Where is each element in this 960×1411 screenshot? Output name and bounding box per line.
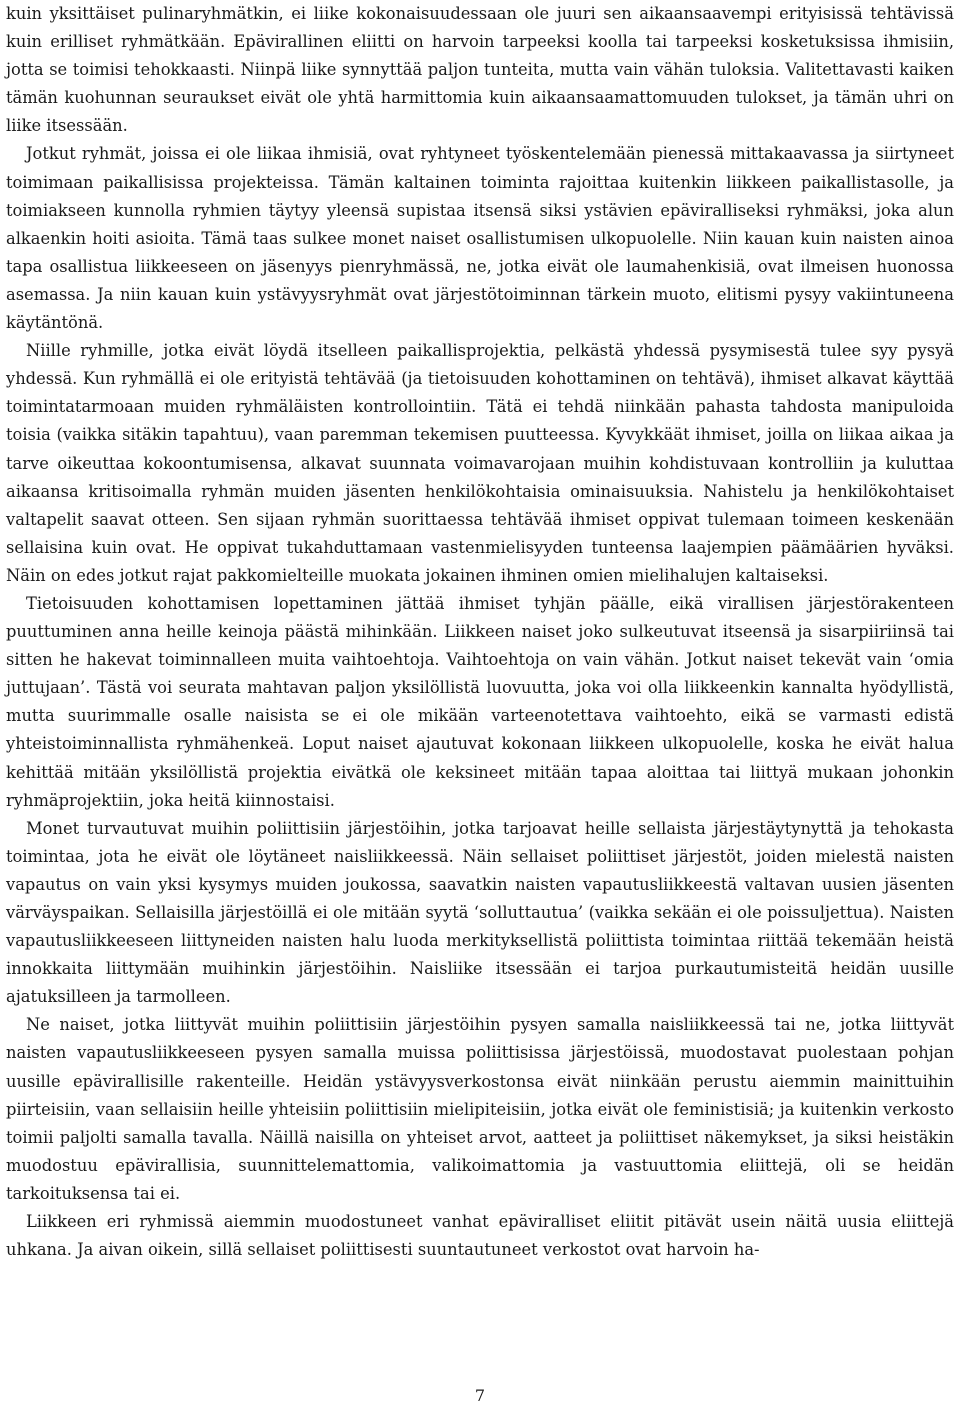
paragraph-5: Monet turvautuvat muihin poliittisiin järjestöihin, jotka tarjoavat heille sellaista järjestäytynyttä ja tehokasta toimintaa, jota he eivät ole löytäneet naisliikkeessä. Näin sellaiset poliittiset järjestöt, joiden mielestä naisten vapautus on vain yksi kysymys muiden joukossa, saavatkin naisten vapautusliikkeestä valtavan uusien jäsenten värväyspaikan. Sellaisilla järjestöillä ei ole mitään syytä ‘solluttautua’ (vaikka sekään ei ole poissuljettua). Naisten vapautusliikkeeseen liittyneiden naisten halu luoda merkityksellistä poliittista toimintaa riittää tekemään heistä innokkaita liittymään muihinkin järjestöihin. Naisliike itsessään ei tarjoa purkautumisteitä heidän uusille ajatuksilleen ja tarmolleen. [6,818,954,1007]
paragraph-7: Liikkeen eri ryhmissä aiemmin muodostuneet vanhat epäviralliset eliitit pitävät usein näitä uusia eliittejä uhkana. Ja aivan oikein, sillä sellaiset poliittisesti suuntautuneet verkostot ovat harvoin ha- [6,1212,954,1260]
paragraph-2: Jotkut ryhmät, joissa ei ole liikaa ihmisiä, ovat ryhtyneet työskentelemään pienessä mittakaavassa ja siirtyneet toimimaan paikallisissa projekteissa. Tämän kaltainen toiminta rajoittaa kuitenkin liikkeen paikallistasolle, ja toimiakseen kunnolla ryhmien täytyy yleensä supistaa itsensä siksi ystävien epäviralliseksi ryhmäksi, joka alun alkaenkin hoiti asioita. Tämä taas sulkee monet naiset osallistumisen ulkopuolelle. Niin kauan kuin naisten ainoa tapa osallistua liikkeeseen on jäsenyys pienryhmässä, ne, jotka eivät ole laumahenkisiä, ovat ilmeisen huonossa asemassa. Ja niin kauan kuin ystävyysryhmät ovat järjestötoiminnan tärkein muoto, elitismi pysyy vakiintuneena käytäntönä. [6,144,954,333]
document-page [6,0,954,1264]
paragraph-1: kuin yksittäiset pulinaryhmätkin, ei liike kokonaisuudessaan ole juuri sen aikaansaavempi erityisissä tehtävissä kuin erilliset ryhmätkään. Epävirallinen eliitti on harvoin tarpeeksi koolla tai tarpeeksi kosketuksissa ihmisiin, jotta se toimisi tehokkaasti. Niinpä liike synnyttää paljon tunteita, mutta vain vähän tuloksia. Valitettavasti kaiken tämän kuohunnan seuraukset eivät ole yhtä harmittomia kuin aikaansaamattomuuden tulokset, ja tämän uhri on liike itsessään. [6,4,954,136]
paragraph-6: Ne naiset, jotka liittyvät muihin poliittisiin järjestöihin pysyen samalla naisliikkeessä tai ne, jotka liittyvät naisten vapautusliikkeeseen pysyen samalla muissa poliittisissa järjestöissä, muodostavat puolestaan pohjan uusille epävirallisille rakenteille. Heidän ystävyysverkostonsa eivät niinkään perustu aiemmin mainittuihin piirteisiin, vaan sellaisiin heille yhteisiin poliittisiin mielipiteisiin, jotka eivät ole feministisiä; ja kuitenkin verkosto toimii paljolti samalla tavalla. Näillä naisilla on yhteiset arvot, aatteet ja poliittiset näkemykset, ja siksi heistäkin muodostuu epävirallisia, suunnittelemattomia, valikoimattomia ja vastuuttomia eliittejä, oli se heidän tarkoituksensa tai ei. [6,1015,954,1203]
paragraph-4: Tietoisuuden kohottamisen lopettaminen jättää ihmiset tyhjän päälle, eikä virallisen järjestörakenteen puuttuminen anna heille keinoja päästä mihinkään. Liikkeen naiset joko sulkeutuvat itseensä ja sisarpiiriinsä tai sitten he hakevat toiminnalleen muita vaihtoehtoja. Vaihtoehtoja on vain vähän. Jotkut naiset tekevät vain ‘omia juttujaan’. Tästä voi seurata mahtavan paljon yksilöllistä luovuutta, joka voi olla liikkeenkin kannalta hyödyllistä, mutta suurimmalle osalle naisista se ei ole mikään varteenotettava vaihtoehto, eikä se varmasti edistä yhteistoiminnallista ryhmähenkeä. Loput naiset ajautuvat kokonaan liikkeen ulkopuolelle, koska he eivät halua kehittää mitään yksilöllistä projektia eivätkä ole keksineet mitään tapaa aloittaa tai liittyä mukaan johonkin ryhmäprojektiin, joka heitä kiinnostaisi. [6,593,954,810]
page-number: 7 [474,1386,486,1405]
paragraph-3: Niille ryhmille, jotka eivät löydä itselleen paikallisprojektia, pelkästä yhdessä pysymisestä tulee syy pysyä yhdessä. Kun ryhmällä ei ole erityistä tehtävää (ja tietoisuuden kohottaminen on tehtävä), ihmiset alkavat käyttää toimintatarmoaan muiden ryhmäläisten kontrollointiin. Tätä ei tehdä niinkään pahasta tahdosta manipuloida toisia (vaikka sitäkin tapahtuu), vaan paremman tekemisen puutteessa. Kyvykkäät ihmiset, joilla on liikaa aikaa ja tarve oikeuttaa kokoontumisensa, alkavat suunnata voimavarojaan muihin kohdistuvaan kontrolliin ja kuluttaa aikaansa kritisoimalla ryhmän muiden jäsenten henkilökohtaisia ominaisuuksia. Nahistelu ja henkilökohtaiset valtapelit saavat otteen. Sen sijaan ryhmän suorittaessa tehtävää ihmiset oppivat tulemaan toimeen keskenään sellaisina kuin ovat. He oppivat tukahduttamaan vastenmielisyyden tunteensa laajempien päämäärien hyväksi. Näin on edes jotkut rajat pakkomielteille muokata jokainen ihminen omien mielihalujen kaltaiseksi. [6,341,954,585]
